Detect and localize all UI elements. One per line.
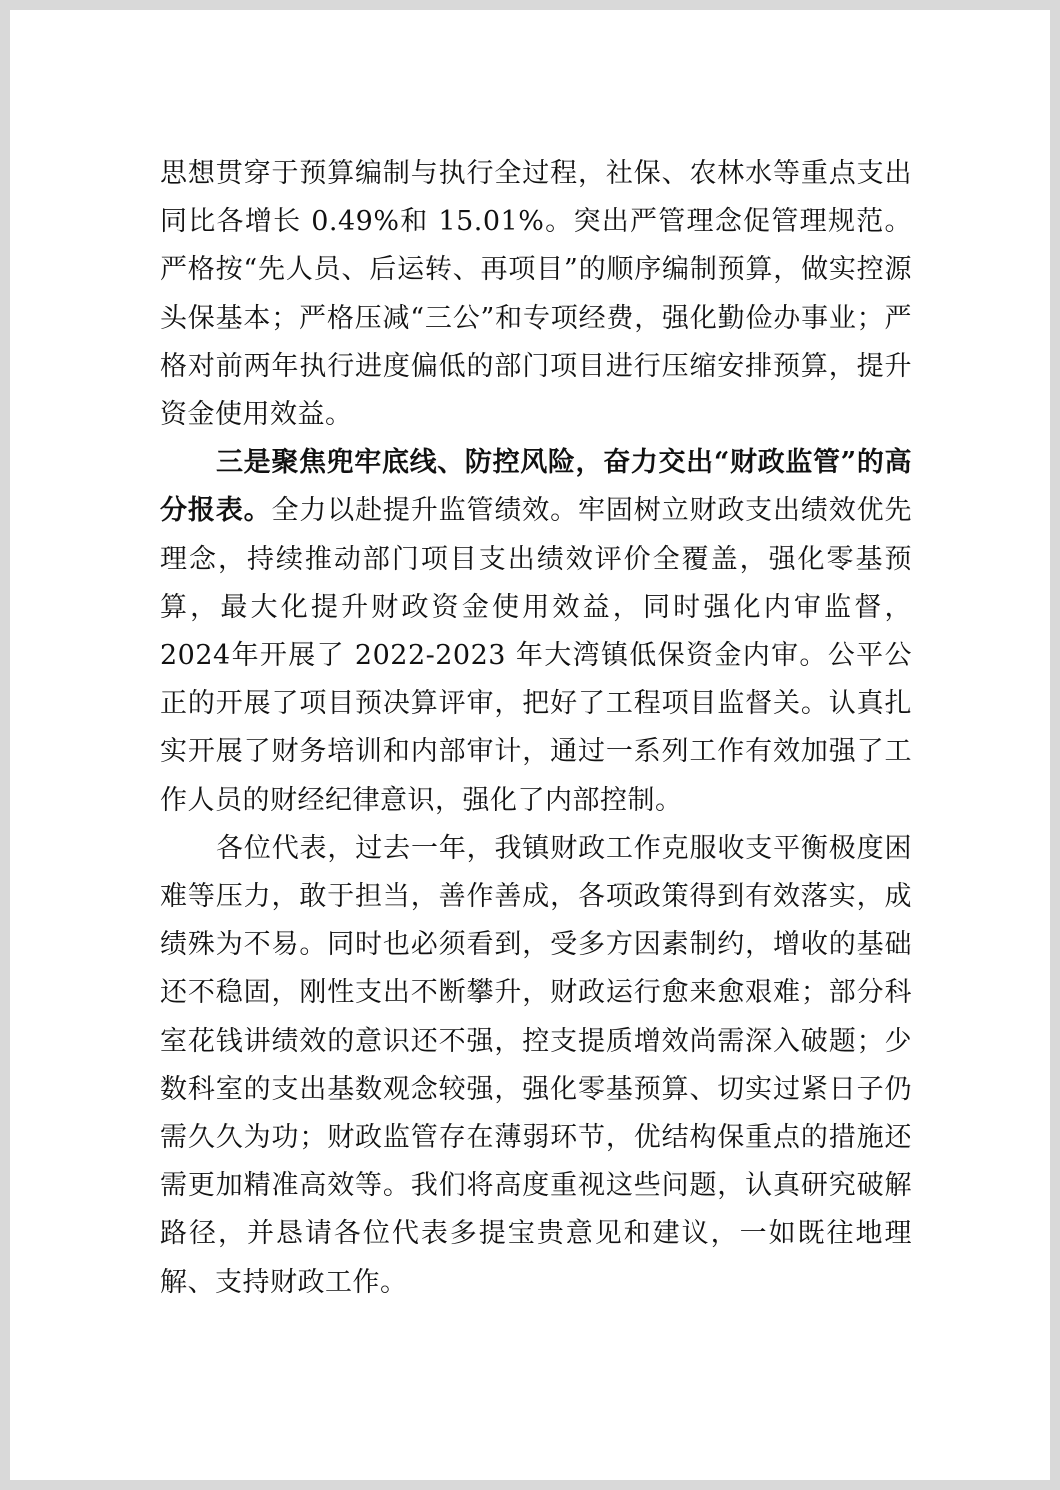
paragraph-3 bbox=[160, 825, 912, 1307]
document-page bbox=[10, 10, 1050, 1480]
document-body bbox=[160, 150, 912, 1307]
paragraph-1 bbox=[160, 150, 912, 439]
paragraph-3-text: 各位代表，过去一年，我镇财政工作克服收支平衡极度困难等压力，敢于担当，善作善成，各项政策得到有效落实，成绩殊为不易。同时也必须看到，受多方因素制约，增收的基础还不稳固，刚性支出不断攀升，财政运行愈来愈艰难；部分科室花钱讲绩效的意识还不强，控支提质增效尚需深入破题；少数科室的支出基数观念较强，强化零基预算、切实过紧日子仍需久久为功；财政监管存在薄弱环节，优结构保重点的措施还需更加精准高效等。我们将高度重视这些问题，认真研究破解路径，并恳请各位代表多提宝贵意见和建议，一如既往地理解、支持财政工作。 bbox=[160, 832, 912, 1298]
paragraph-1-text: 思想贯穿于预算编制与执行全过程，社保、农林水等重点支出同比各增长 0.49%和 15.01%。突出严管理念促管理规范。严格按“先人员、后运转、再项目”的顺序编制预算，做实控源头保基本；严格压减“三公”和专项经费，强化勤俭办事业；严格对前两年执行进度偏低的部门项目进行压缩安排预算，提升资金使用效益。 bbox=[160, 158, 912, 431]
paragraph-2-lead-bold: 三是聚焦兜牢底线、防控风险，奋力交出“财政监管”的高分报表。 bbox=[160, 447, 912, 527]
paragraph-2 bbox=[160, 439, 912, 825]
paragraph-2-text: 全力以赴提升监管绩效。牢固树立财政支出绩效优先理念，持续推动部门项目支出绩效评价全覆盖，强化零基预算，最大化提升财政资金使用效益，同时强化内审监督，2024年开展了 2022-2023 年大湾镇低保资金内审。公平公正的开展了项目预决算评审，把好了工程项目监督关。认真扎实开展了财务培训和内部审计，通过一系列工作有效加强了工作人员的财经纪律意识，强化了内部控制。 bbox=[160, 495, 913, 816]
